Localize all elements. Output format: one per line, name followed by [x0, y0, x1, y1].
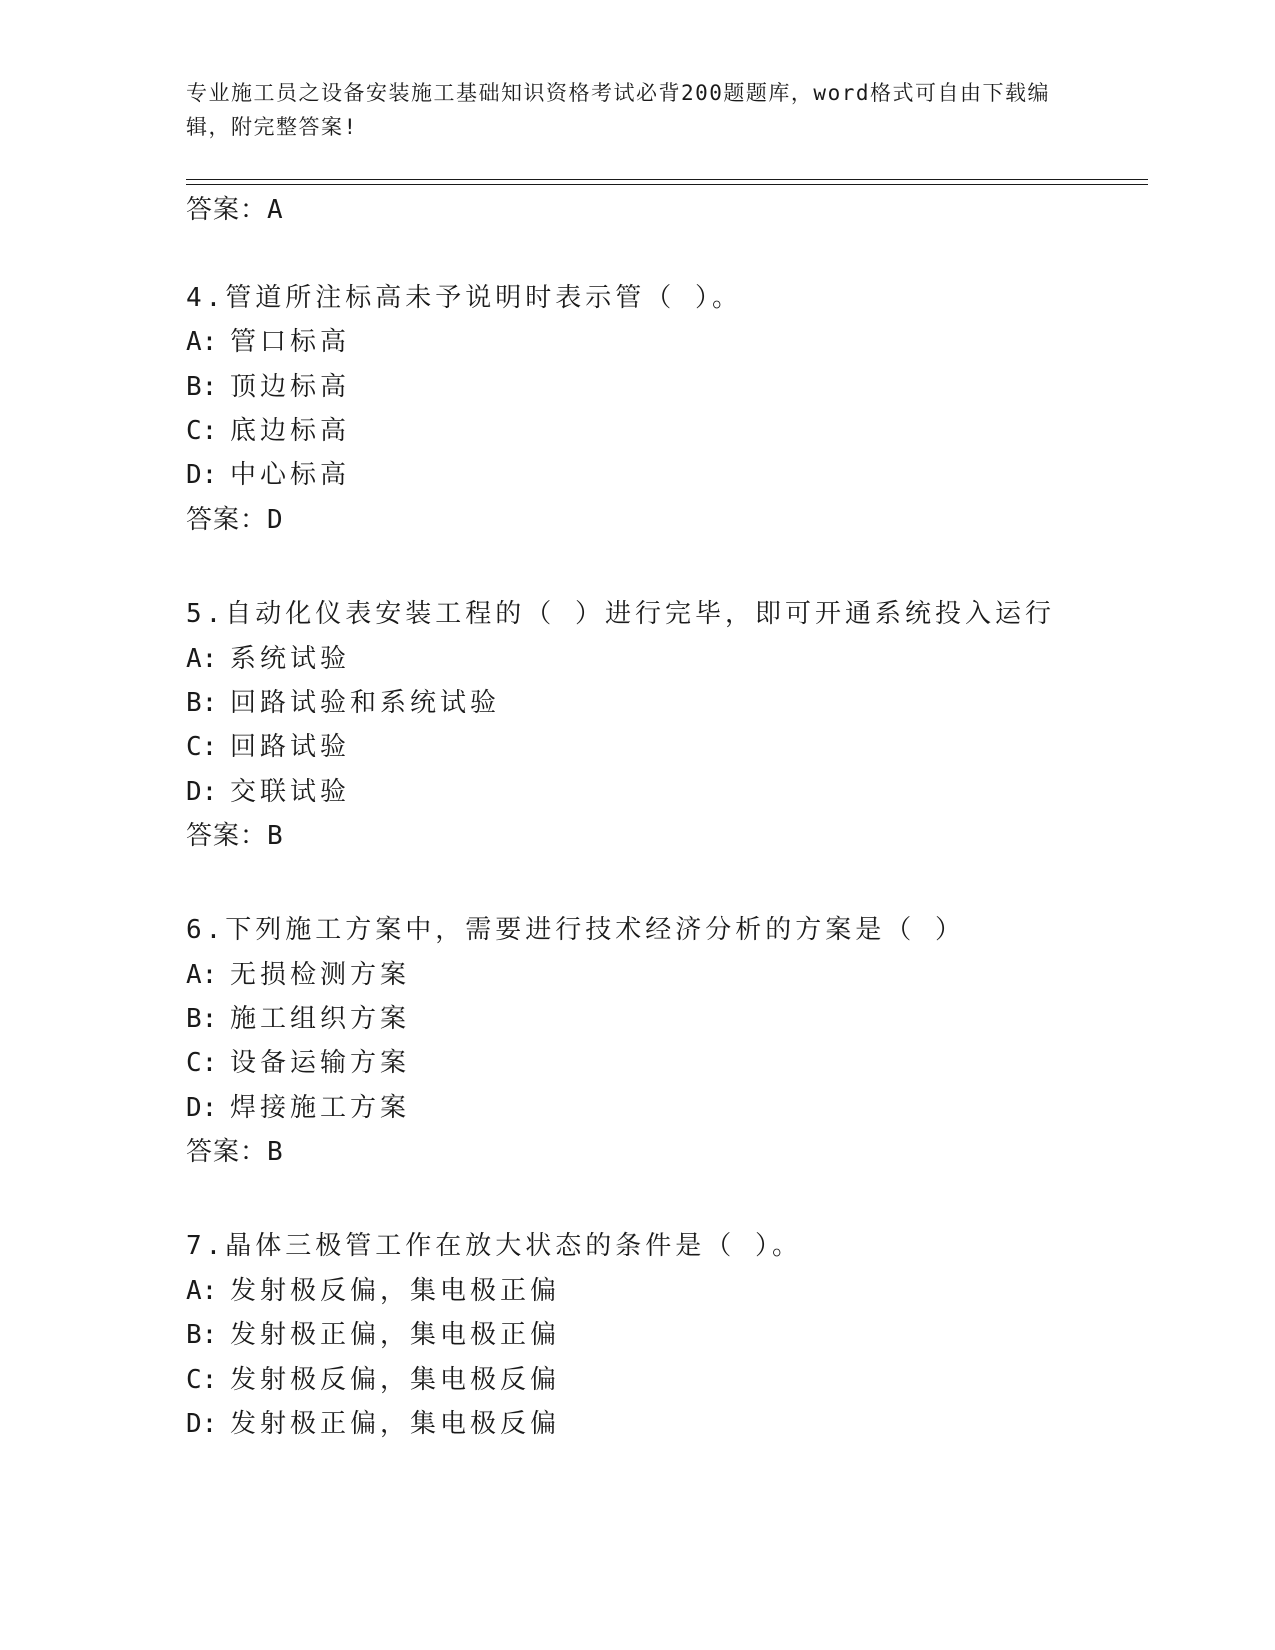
option-text: 发射极反偏，集电极反偏 [230, 1365, 561, 1395]
option-d [186, 459, 350, 491]
answer-label: 答案： [186, 1137, 268, 1167]
option-a [186, 1275, 560, 1307]
option-b [186, 1003, 410, 1035]
option-a [186, 326, 350, 358]
option-letter: A: [186, 960, 218, 990]
option-text: 发射极正偏，集电极正偏 [230, 1320, 561, 1350]
option-letter: D: [186, 460, 218, 490]
option-text: 发射极反偏，集电极正偏 [230, 1276, 561, 1306]
option-letter: C: [186, 732, 218, 762]
answer-line [186, 504, 284, 536]
answer-value: A [267, 195, 284, 225]
option-letter: D: [186, 1093, 218, 1123]
answer-label: 答案： [186, 195, 268, 225]
option-text: 焊接施工方案 [230, 1093, 411, 1123]
question-stem: 7.晶体三极管工作在放大状态的条件是（ ）。 [186, 1231, 802, 1261]
option-d [186, 1092, 410, 1124]
option-letter: B: [186, 372, 218, 402]
option-text: 系统试验 [230, 644, 351, 674]
option-text: 交联试验 [230, 777, 351, 807]
question-stem: 4.管道所注标高未予说明时表示管（ ）。 [186, 283, 742, 313]
answer-line [186, 1136, 284, 1168]
answer-label: 答案： [186, 821, 268, 851]
answer-value: D [267, 505, 284, 535]
option-letter: D: [186, 1409, 218, 1439]
answer-line [186, 820, 284, 852]
option-text: 设备运输方案 [230, 1048, 411, 1078]
option-c [186, 1047, 410, 1079]
option-letter: A: [186, 327, 218, 357]
option-text: 发射极正偏，集电极反偏 [230, 1409, 561, 1439]
option-text: 管口标高 [230, 327, 351, 357]
option-text: 回路试验和系统试验 [230, 688, 501, 718]
option-d [186, 1408, 560, 1440]
option-text: 顶边标高 [230, 372, 351, 402]
answer-label: 答案： [186, 505, 268, 535]
answer-value: B [267, 1137, 284, 1167]
option-letter: B: [186, 688, 218, 718]
option-d [186, 776, 350, 808]
option-text: 无损检测方案 [230, 960, 411, 990]
option-letter: B: [186, 1004, 218, 1034]
option-letter: D: [186, 777, 218, 807]
option-c [186, 731, 350, 763]
document-header: 专业施工员之设备安装施工基础知识资格考试必背200题题库，word格式可自由下载编辑，附完整答案! [186, 81, 1050, 139]
option-c [186, 415, 350, 447]
header-rule-top [186, 179, 1148, 180]
answer-line [186, 194, 284, 226]
option-letter: C: [186, 1365, 218, 1395]
answer-value: B [267, 821, 284, 851]
question-stem: 5.自动化仪表安装工程的（ ）进行完毕，即可开通系统投入运行 [186, 599, 1055, 629]
header-rule-bottom [186, 184, 1148, 185]
option-b [186, 687, 500, 719]
option-text: 回路试验 [230, 732, 351, 762]
option-text: 施工组织方案 [230, 1004, 411, 1034]
option-letter: A: [186, 644, 218, 674]
option-b [186, 371, 350, 403]
option-letter: B: [186, 1320, 218, 1350]
option-a [186, 959, 410, 991]
question-stem: 6.下列施工方案中，需要进行技术经济分析的方案是（ ） [186, 915, 965, 945]
option-text: 中心标高 [230, 460, 351, 490]
option-a [186, 643, 350, 675]
option-b [186, 1319, 560, 1351]
option-c [186, 1364, 560, 1396]
option-letter: A: [186, 1276, 218, 1306]
option-letter: C: [186, 1048, 218, 1078]
option-letter: C: [186, 416, 218, 446]
option-text: 底边标高 [230, 416, 351, 446]
